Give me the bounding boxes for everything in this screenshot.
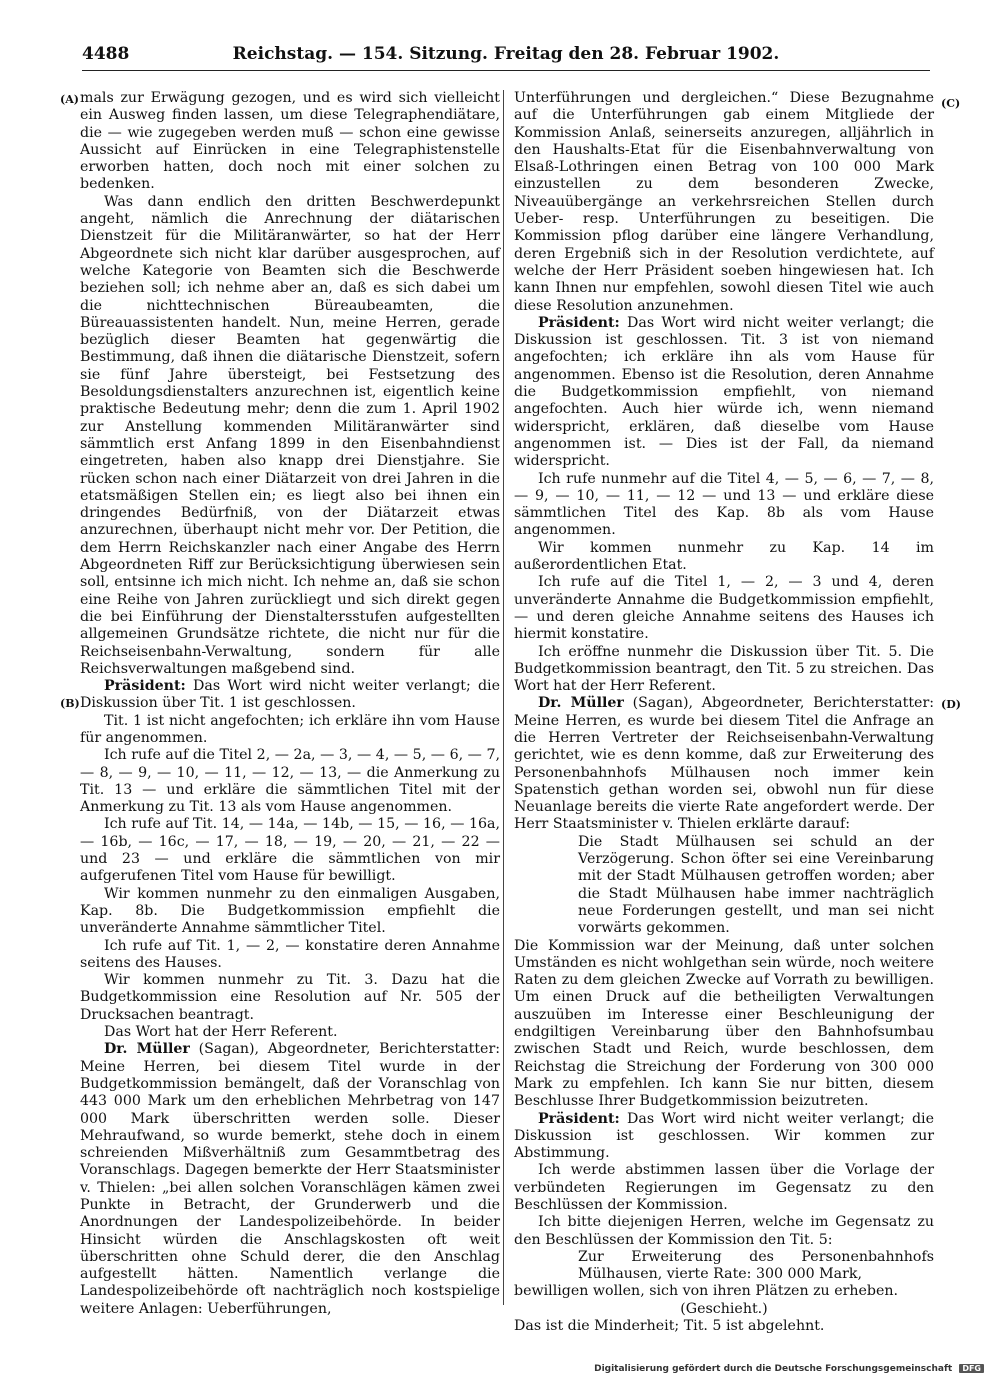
footer-credit bbox=[594, 1364, 984, 1374]
speaker-paragraph bbox=[514, 315, 934, 471]
paragraph bbox=[514, 644, 934, 696]
running-title: Reichstag. — 154. Sitzung. Freitag den 28. Februar 1902. bbox=[232, 44, 780, 64]
stage-direction bbox=[514, 1301, 934, 1318]
paragraph-text: (Sagan), Abgeordneter, Berichterstatter: Meine Herren, es wurde bei diesem Titel die Anfrage an die Herren Vertreter der Reichseisenbahn-Verwaltung gerichtet, wie es denn komme, daß zur Erweiterung des Personenbahnhofs Mülhausen noch immer kein Spatenstich gethan worden sei, obwohl nun für diese Neuanlage bereits die vierte Rate angefordert werde. Der Herr Staatsminister v. Thielen erklärte darauf: bbox=[514, 695, 935, 833]
speaker-name: Dr. Müller bbox=[104, 1041, 190, 1058]
speaker-name: Präsident: bbox=[104, 678, 186, 695]
paragraph bbox=[514, 1162, 934, 1214]
paragraph bbox=[80, 747, 500, 816]
paragraph-text: Ich bitte diejenigen Herren, welche im Gegensatz zu den Beschlüssen der Kommission den Tit. 5: bbox=[514, 1214, 934, 1248]
speaker-name: Präsident: bbox=[538, 314, 620, 331]
paragraph-text: Ich rufe auf Tit. 14, — 14a, — 14b, — 15, — 16, — 16a, — 16b, — 16c, — 17, — 18, — 19, — 20, — 21, — 22 — und 23 — und erkläre die sämmtlichen von mir aufgerufenen Titel vom Hause für bewilligt. bbox=[80, 816, 500, 885]
paragraph-text: Wir kommen nunmehr zu den einmaligen Ausgaben, Kap. 8b. Die Budgetkommission empfiehlt die unveränderte Annahme sämmtlicher Titel. bbox=[80, 885, 500, 937]
paragraph-continued bbox=[80, 90, 500, 194]
paragraph-continued bbox=[514, 90, 934, 315]
paragraph-text: Ich rufe nunmehr auf die Titel 4, — 5, — 6, — 7, — 8, — 9, — 10, — 11, — 12 — und 13 — und erkläre diese sämmtlichen Titel des Kap. 8b als vom Hause angenommen. bbox=[514, 470, 934, 539]
speaker-paragraph bbox=[80, 1041, 500, 1318]
paragraph bbox=[80, 713, 500, 748]
paragraph-text: Wir kommen nunmehr zu Kap. 14 im außerordentlichen Etat. bbox=[514, 539, 934, 574]
paragraph-text: Wir kommen nunmehr zu Tit. 3. Dazu hat die Budgetkommission eine Resolution auf Nr. 505 der Drucksachen beantragt. bbox=[80, 972, 500, 1023]
paragraph-text: Die Kommission war der Meinung, daß unter solchen Umständen es nicht wohlgethan sein würde, noch weitere Raten zu dem gleichen Zwecke auf Vorrath zu bewilligen. Um einen Druck auf die betheiligten Verwaltungen auszuüben im Interesse einer Beschleunigung der endgiltigen Vereinbarung über den Bahnhofsumbau zwischen Stadt und Reich, wurde beschlossen, dem Reichstag die Streichung der Forderung von 300 000 Mark zu empfehlen. Ich kann Sie nur bitten, diesem Beschlusse Ihrer Budgetkommission beizutreten. bbox=[514, 937, 934, 1110]
paragraph-continued bbox=[514, 938, 934, 1111]
paragraph-text: Unterführungen und dergleichen.“ Diese Bezugnahme auf die Unterführungen gab einem Mitgliede der Kommission Anlaß, seinerseits anzuregen, alljährlich in den Haushalts-Etat für die Eisenbahnverwaltung von Elsaß-Lothringen einen Betrag von 100 000 Mark einzustellen zu dem besonderen Zwecke, Niveauübergänge an verkehrsreichen Stellen durch Ueber- resp. Unterführungen zu beseitigen. Die Kommission pflog darüber eine längere Verhandlung, deren Ergebniß sich in der Resolution verdichtete, auf welche der Herr Präsident soeben hingewiesen hat. Ich kann Ihnen nur empfehlen, sowohl diesen Titel wie auch diese Resolution anzunehmen. bbox=[514, 90, 934, 314]
left-column bbox=[80, 90, 501, 1317]
margin-marker-b: (B) bbox=[60, 697, 80, 710]
paragraph-text: bewilligen wollen, sich von ihren Plätzen zu erheben. bbox=[514, 1283, 899, 1300]
paragraph-text: Zur Erweiterung des Personenbahnhofs Mülhausen, vierte Rate: 300 000 Mark, bbox=[578, 1248, 934, 1283]
paragraph-text: Die Stadt Mülhausen sei schuld an der Verzögerung. Schon öfter sei eine Vereinbarung mit der Stadt Mülhausen getroffen worden; aber die Stadt Mülhausen habe immer nachträglich neue Forderungen gestellt, und man sei nicht vorwärts gekommen. bbox=[578, 833, 934, 937]
paragraph-text: Ich rufe auf die Titel 2, — 2a, — 3, — 4, — 5, — 6, — 7, — 8, — 9, — 10, — 11, — 12, — 13, — die Anmerkung zu Tit. 13 — und erkläre die sämmtlichen Titel mit der Anmerkung zu Tit. 13 als vom Hause angenommen. bbox=[80, 747, 500, 816]
page-number: 4488 bbox=[82, 44, 130, 64]
paragraph bbox=[80, 886, 500, 938]
block-quote bbox=[514, 1249, 934, 1284]
paragraph-text: Das Wort wird nicht weiter verlangt; die Diskussion über Tit. 1 ist geschlossen. bbox=[80, 678, 500, 712]
paragraph-text: Ich werde abstimmen lassen über die Vorlage der verbündeten Regierungen im Gegensatz zu den Beschlüssen der Kommission. bbox=[514, 1162, 934, 1213]
paragraph bbox=[514, 1214, 934, 1249]
paragraph bbox=[514, 471, 934, 540]
paragraph-text: Das Wort hat der Herr Referent. bbox=[104, 1024, 338, 1041]
paragraph bbox=[514, 574, 934, 643]
paragraph bbox=[80, 972, 500, 1024]
paragraph-continued bbox=[514, 1283, 934, 1300]
paragraph bbox=[80, 938, 500, 973]
margin-marker-d: (D) bbox=[941, 698, 961, 711]
margin-marker-a: (A) bbox=[60, 93, 79, 106]
paragraph-text: (Sagan), Abgeordneter, Berichterstatter: Meine Herren, bei diesem Titel wurde in der Budgetkommission bemängelt, daß der Voranschlag von 443 000 Mark um den erheblichen Mehrbetrag von 147 000 Mark überschritten werden solle. Dieser Mehraufwand, so wurde bemerkt, stehe doch in einem schreienden Mißverhältniß zum Gesammtbetrag des Voranschlags. Dagegen bemerkte der Herr Staatsminister v. Thielen: „bei allen solchen Voranschlägen kämen zwei Punkte in Betracht, der Grunderwerb und die Anordnungen der Landespolizeibehörde. In beider Hinsicht würden die Anschlagskosten oft weit überschritten ohne Schuld derer, die den Anschlag aufgestellt hätten. Namentlich verlange die Landespolizeibehörde oft nachträglich noch kostspielige weitere Anlagen: Ueberführungen, bbox=[80, 1041, 501, 1317]
page-header bbox=[82, 40, 930, 71]
paragraph-text: Ich eröffne nunmehr die Diskussion über Tit. 5. Die Budgetkommission beantragt, den Tit. 5 zu streichen. Das Wort hat der Herr Referent. bbox=[514, 643, 934, 695]
speaker-paragraph bbox=[80, 678, 500, 713]
block-quote bbox=[514, 834, 934, 938]
paragraph-continued bbox=[514, 1318, 934, 1335]
paragraph-text: Das Wort wird nicht weiter verlangt; die Diskussion ist geschlossen. Tit. 3 ist von niemand angefochten; ich erkläre ihn als vom Hause für angenommen. Ebenso ist die Resolution, deren Annahme die Budgetkommission empfiehlt, von niemand angefochten. Auch hier würde ich, wenn niemand widerspricht, erklären, daß dieselbe vom Hause angenommen ist. — Dies ist der Fall, da niemand widerspricht. bbox=[514, 314, 934, 470]
paragraph-text: Tit. 1 ist nicht angefochten; ich erkläre ihn vom Hause für angenommen. bbox=[80, 712, 500, 746]
right-column bbox=[514, 90, 935, 1335]
paragraph-text: Was dann endlich den dritten Beschwerdepunkt angeht, nämlich die Anrechnung der diätarischen Dienstzeit für die Militäranwärter, so hat der Herr Abgeordnete sich nicht klar darüber ausgesprochen, auf welche Kategorie von Beamten sich die Beschwerde beziehen soll; ich nehme aber an, daß es sich dabei um die nichttechnischen Büreaubeamten, die Büreauassistenten handelt. Nun, meine Herren, gerade bezüglich dieser Beamten hat gegenwärtig die Bestimmung, daß ihnen die diätarische Dienstzeit, sofern sie fünf Jahre übersteigt, bei Festsetzung des Besoldungsdienstalters anzurechnen ist, eigentlich keine praktische Bedeutung mehr; denn die zum 1. April 1902 zur Anstellung kommenden Militäranwärter sind sämmtlich erst Anfang 1899 in den Eisenbahndienst eingetreten, haben also knapp drei Dienstjahre. Sie rücken schon nach einer Diätarzeit von drei Jahren in die etatsmäßigen Stellen ein; es liegt also bei ihnen ein dringendes Bedürfniß, von der Diätarzeit etwas anzurechnen, überhaupt nicht mehr vor. Der Petition, die dem Herrn Reichskanzler nach einer Angabe des Herrn Abgeordneten Riff zur Berücksichtigung überwiesen sein soll, entsinne ich mich nicht. Ich nehme an, daß sie schon eine Reihe von Jahren zurückliegt und sich direkt gegen die bei Einführung der Dienstaltersstufen aufgestellten allgemeinen Grundsätze richtete, die nicht nur für die Reichseisenbahn-Verwaltung, sondern für alle Reichsverwaltungen maßgebend sind. bbox=[80, 193, 500, 677]
dfg-logo: DFG bbox=[959, 1364, 984, 1373]
paragraph bbox=[80, 816, 500, 885]
speaker-name: Dr. Müller bbox=[538, 695, 624, 712]
speaker-name: Präsident: bbox=[538, 1110, 620, 1127]
speaker-paragraph bbox=[514, 695, 934, 833]
paragraph-text: Ich rufe auf Tit. 1, — 2, — konstatire deren Annahme seitens des Hauses. bbox=[80, 937, 500, 971]
paragraph bbox=[514, 540, 934, 575]
speaker-paragraph bbox=[514, 1111, 934, 1163]
paragraph bbox=[80, 1024, 500, 1041]
column-divider bbox=[503, 90, 504, 1305]
paragraph-text: Das ist die Minderheit; Tit. 5 ist abgelehnt. bbox=[514, 1318, 825, 1335]
paragraph-text: Ich rufe auf die Titel 1, — 2, — 3 und 4, deren unveränderte Annahme die Budgetkommission empfiehlt, — und deren gleiche Annahme seitens des Hauses ich hiermit konstatire. bbox=[514, 574, 934, 643]
paragraph-text: (Geschieht.) bbox=[680, 1300, 768, 1317]
paragraph-text: mals zur Erwägung gezogen, und es wird sich vielleicht ein Ausweg finden lassen, um diese Telegraphendiätare, die — wie zugegeben werden muß — schon eine gewisse Aussicht auf Einrücken in eine Telegraphistenstelle erworben hatten, doch noch mit einer solchen zu bedenken. bbox=[80, 90, 500, 193]
paragraph-text: Das Wort wird nicht weiter verlangt; die Diskussion ist geschlossen. Wir kommen zur Abstimmung. bbox=[514, 1110, 934, 1162]
margin-marker-c: (C) bbox=[941, 97, 961, 110]
footer-text: Digitalisierung gefördert durch die Deutsche Forschungsgemeinschaft bbox=[594, 1364, 953, 1374]
paragraph bbox=[80, 194, 500, 678]
